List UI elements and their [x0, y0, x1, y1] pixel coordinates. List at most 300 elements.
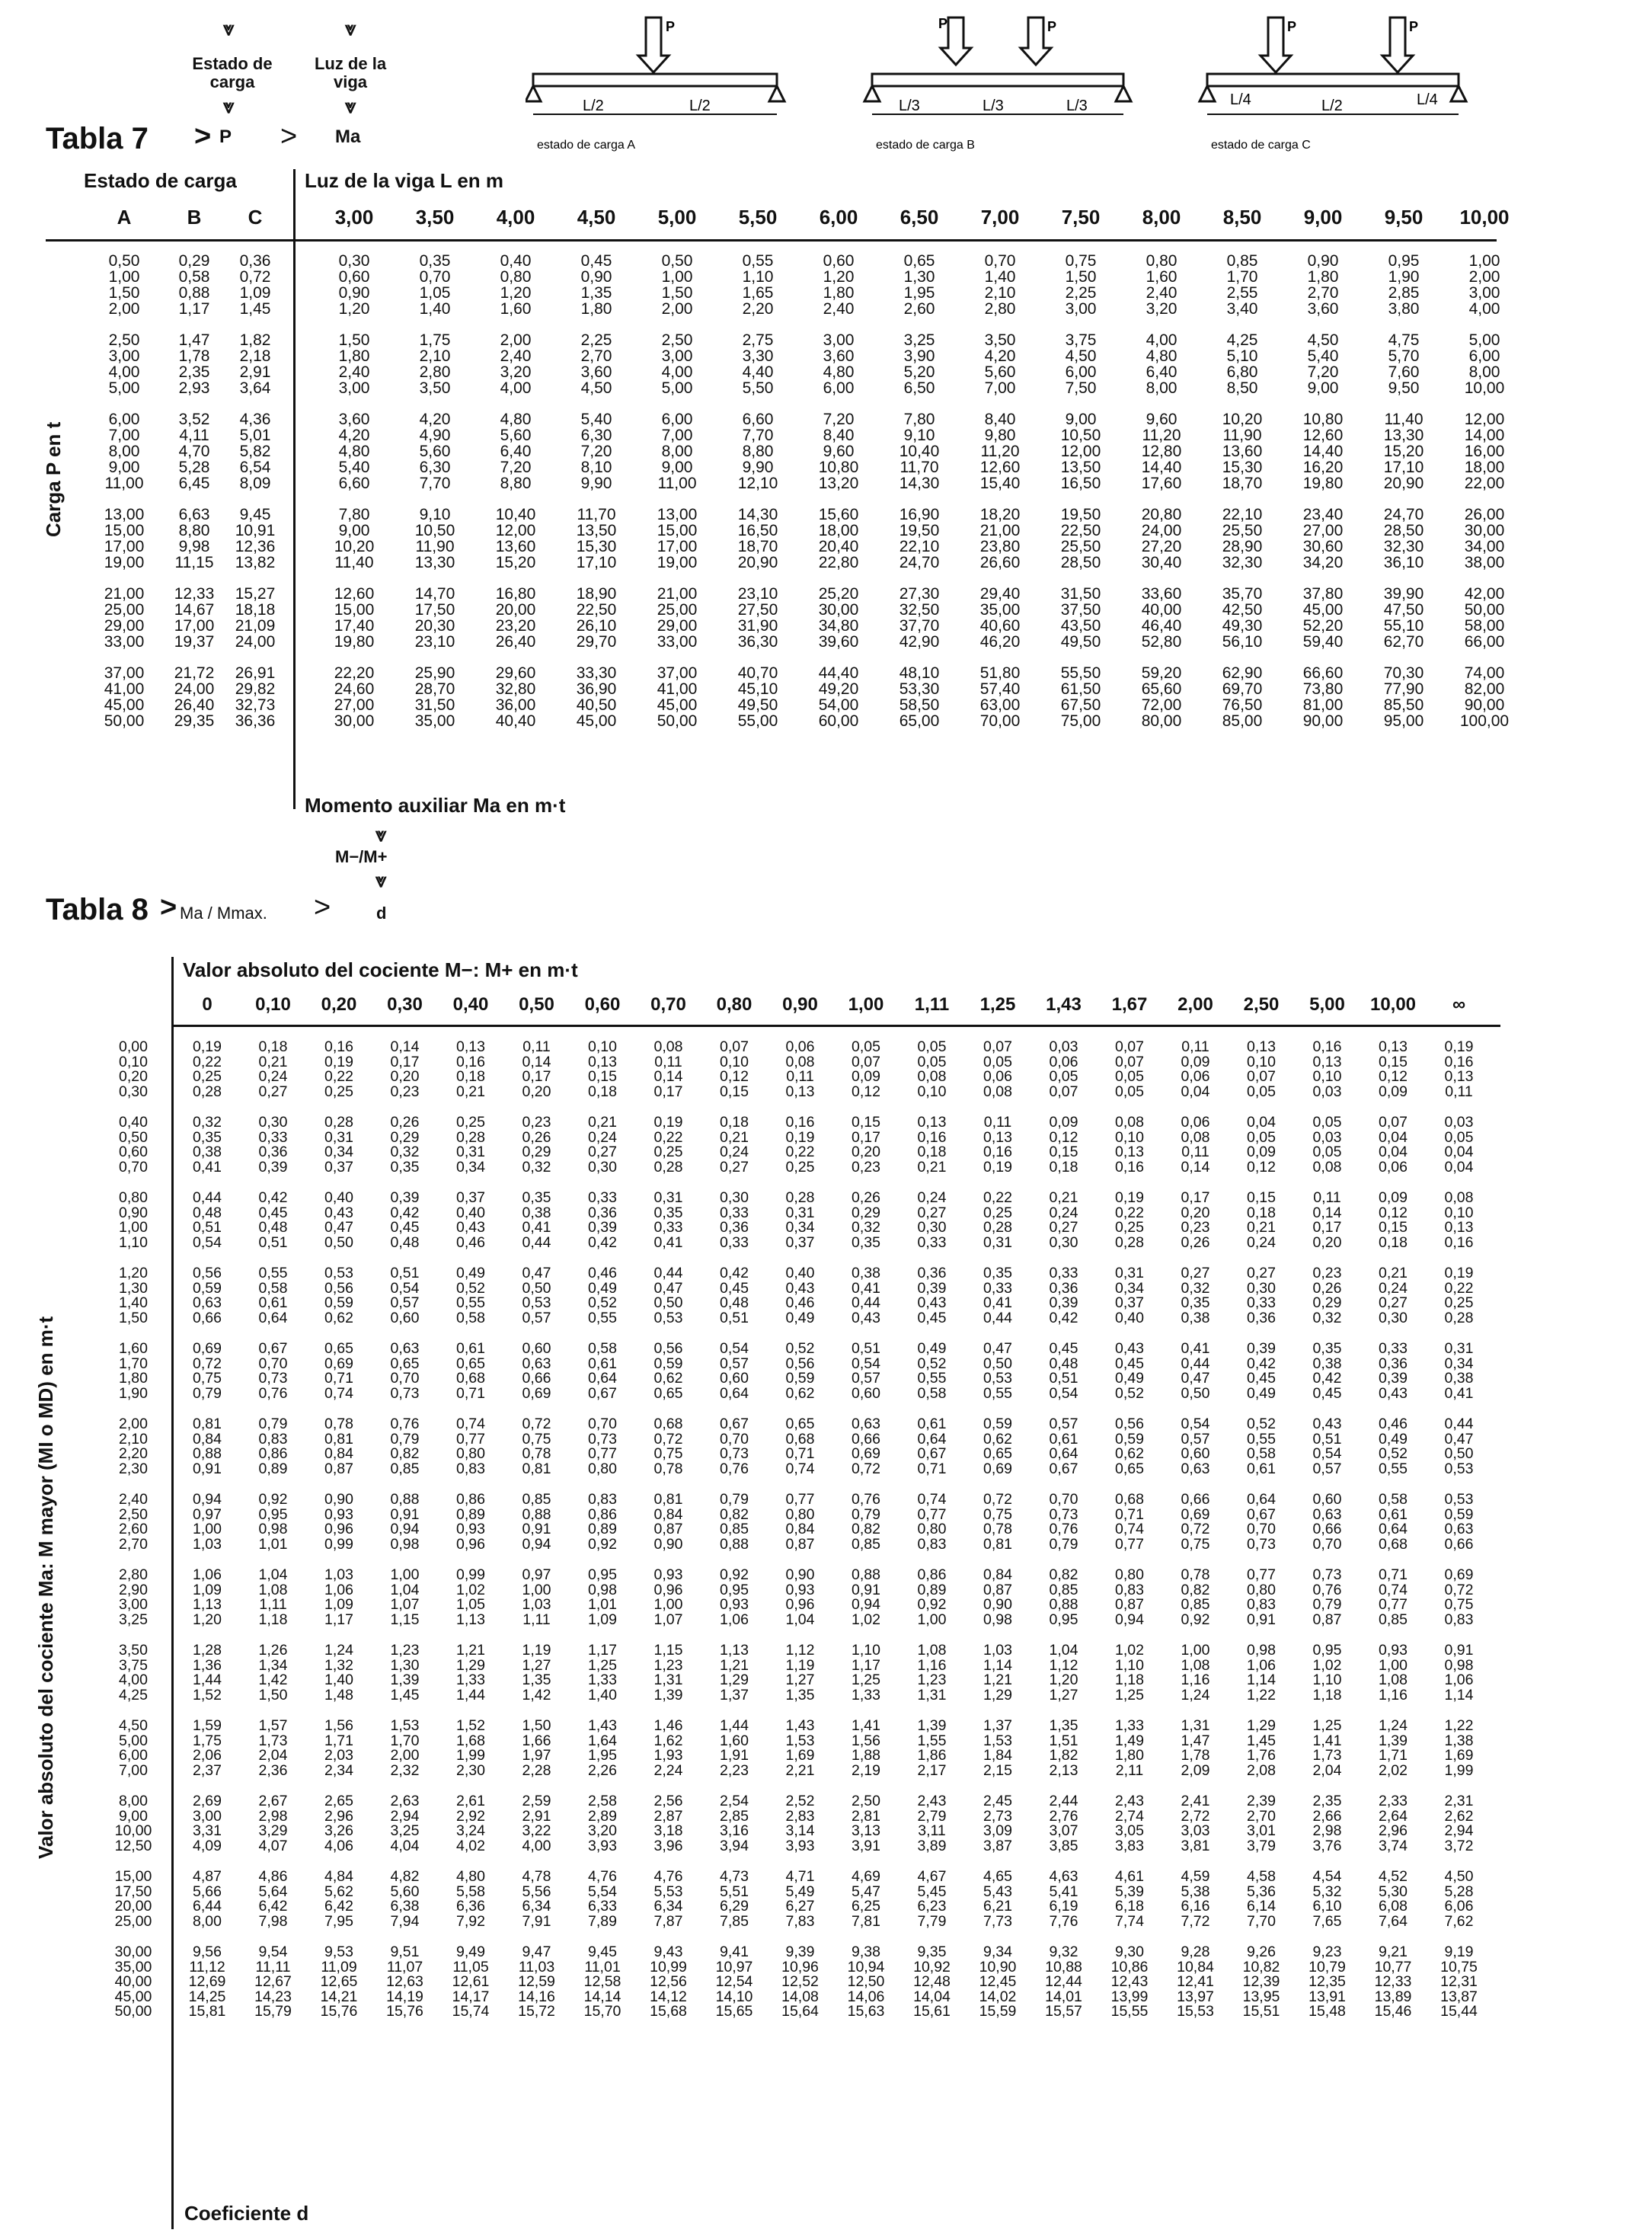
- table8-coefficient-cell: 0,19 0,16 0,13 0,11: [1444, 1038, 1474, 1100]
- table7-ma-cell: 9,00 10,50 12,00 13,50 16,50: [1060, 411, 1101, 492]
- table8-coefficient-cell: 0,98 1,06 1,14 1,22: [1247, 1642, 1276, 1704]
- table8-coefficient-cell: 2,54 2,85 3,16 3,94: [720, 1793, 749, 1854]
- table8-coefficient-cell: 1,46 1,62 1,93 2,24: [653, 1717, 683, 1779]
- table7-ma-cell: 0,75 1,50 2,25 3,00: [1065, 252, 1097, 318]
- table8-coefficient-cell: 0,51 0,54 0,57 0,60: [390, 1265, 420, 1326]
- table8-coefficient-cell: 0,11 0,14 0,17 0,20: [1312, 1189, 1342, 1251]
- table8-coefficient-cell: 0,97 1,00 1,03 1,11: [522, 1566, 551, 1628]
- table8-coefficient-cell: 9,35 10,92 12,48 14,04 15,61: [913, 1943, 951, 2020]
- table8-coefficient-cell: 4,69 5,47 6,25 7,81: [852, 1868, 880, 1930]
- table8-coefficient-cell: 0,39 0,42 0,45 0,49: [1247, 1340, 1276, 1402]
- down-arrow-icon: ⩔: [375, 823, 387, 846]
- table8-coefficient-cell: 0,26 0,29 0,32 0,35: [390, 1114, 420, 1176]
- table8-coefficient-cell: 0,60 0,63 0,66 0,69: [522, 1340, 551, 1402]
- table8-coefficient-cell: 0,61 0,64 0,67 0,71: [917, 1416, 947, 1477]
- table8-coefficient-cell: 9,28 10,84 12,41 13,97 15,53: [1177, 1943, 1214, 2020]
- table8-coefficient-cell: 0,68 0,71 0,74 0,77: [1115, 1491, 1144, 1553]
- table8-coefficient-cell: 0,65 0,68 0,71 0,74: [785, 1416, 815, 1477]
- table8-coefficient-cell: 0,19 0,22 0,25 0,28: [1444, 1265, 1474, 1326]
- table8-coefficient-cell: 2,33 2,64 2,96 3,74: [1379, 1793, 1408, 1854]
- table8-row-axis-label: Valor absoluto del cociente Ma: M mayor (MI o MD) en m·t: [34, 1316, 57, 1859]
- table7-ma-cell: 1,50 1,80 2,40 3,00: [338, 331, 370, 397]
- table8-coefficient-cell: 9,21 10,77 12,33 13,89 15,46: [1374, 1943, 1412, 2020]
- load-symbol: P: [219, 126, 232, 147]
- table8-coefficient-cell: 0,95 0,98 1,01 1,09: [588, 1566, 617, 1628]
- table8-coefficient-cell: 9,49 11,05 12,61 14,17 15,74: [452, 1943, 490, 2020]
- table8-coefficient-cell: 0,68 0,72 0,75 0,78: [653, 1416, 683, 1477]
- table8-coefficient-cell: 1,24 1,32 1,40 1,48: [324, 1642, 353, 1704]
- table8-coefficient-cell: 2,56 2,87 3,18 3,96: [653, 1793, 683, 1854]
- table8-coefficient-cell: 0,27 0,30 0,33 0,36: [1247, 1265, 1276, 1326]
- table8-col-header: 1,11: [914, 994, 950, 1015]
- table7-group-state-label: Estado de carga: [84, 169, 237, 192]
- table8-coefficient-cell: 0,56 0,59 0,62 0,65: [653, 1340, 683, 1402]
- table7-load-b-cell: 1,47 1,78 2,35 2,93: [178, 331, 210, 397]
- table7-ma-cell: 0,40 0,80 1,20 1,60: [500, 252, 532, 318]
- table8-coefficient-cell: 4,58 5,36 6,14 7,70: [1247, 1868, 1276, 1930]
- table8-coefficient-cell: 0,70 0,73 0,77 0,80: [588, 1416, 617, 1477]
- table8-coefficient-cell: 9,19 10,75 12,31 13,87 15,44: [1440, 1943, 1478, 2020]
- table8-coefficient-cell: 0,44 0,48 0,51 0,54: [193, 1189, 222, 1251]
- table8-coefficient-cell: 0,10 0,13 0,15 0,18: [588, 1038, 617, 1100]
- table8-coefficient-cell: 0,83 0,86 0,89 0,92: [588, 1491, 617, 1553]
- table7-ma-cell: 15,60 18,00 20,40 22,80: [818, 506, 859, 571]
- table8-coefficient-cell: 0,79 0,82 0,85 0,88: [720, 1491, 749, 1553]
- table8-coefficient-cell: 0,11 0,13 0,16 0,19: [983, 1114, 1012, 1176]
- table8-coefficient-cell: 0,42 0,45 0,48 0,51: [258, 1189, 288, 1251]
- table8-coefficient-cell: 2,35 2,66 2,98 3,76: [1312, 1793, 1342, 1854]
- table8-coefficient-cell: 0,16 0,19 0,22 0,25: [324, 1038, 353, 1100]
- table8-col-header: 10,00: [1369, 994, 1417, 1015]
- table7-ma-cell: 16,90 19,50 22,10 24,70: [899, 506, 940, 571]
- table8-coefficient-cell: 1,15 1,23 1,31 1,39: [653, 1642, 683, 1704]
- table8-coefficient-cell: 4,61 5,39 6,18 7,74: [1115, 1868, 1144, 1930]
- table8-coefficient-cell: 0,94 0,97 1,00 1,03: [193, 1491, 222, 1553]
- table8-coefficient-cell: 0,33 0,36 0,39 0,43: [1379, 1340, 1408, 1402]
- table8-coefficient-cell: 1,22 1,38 1,69 1,99: [1444, 1717, 1474, 1779]
- table8-coefficient-cell: 0,31 0,34 0,37 0,40: [1115, 1265, 1144, 1326]
- table8-coefficient-cell: 0,44 0,47 0,50 0,53: [1444, 1416, 1474, 1477]
- table8-coefficient-cell: 0,08 0,10 0,13 0,16: [1444, 1189, 1474, 1251]
- table8-coefficient-cell: 9,23 10,79 12,35 13,91 15,48: [1308, 1943, 1346, 2020]
- segment-label: L/4: [1230, 91, 1251, 108]
- table8-coefficient-cell: 2,52 2,83 3,14 3,93: [785, 1793, 815, 1854]
- table7-span-header: 8,50: [1222, 206, 1262, 229]
- table8-coefficient-cell: 0,56 0,59 0,62 0,65: [1115, 1416, 1144, 1477]
- table8-coefficient-cell: 0,49 0,52 0,55 0,58: [456, 1265, 485, 1326]
- table7-ma-cell: 33,30 36,90 40,50 45,00: [576, 664, 617, 730]
- table7-ma-cell: 21,00 25,00 29,00 33,00: [657, 585, 698, 651]
- table8-coefficient-cell: 1,25 1,41 1,73 2,04: [1312, 1717, 1342, 1779]
- table8-coefficient-cell: 0,41 0,44 0,47 0,50: [1181, 1340, 1210, 1402]
- table7-ma-cell: 4,50 5,40 7,20 9,00: [1307, 331, 1339, 397]
- table7-ma-cell: 2,25 2,70 3,60 4,50: [580, 331, 612, 397]
- table8-coefficient-cell: 9,30 10,86 12,43 13,99 15,55: [1110, 1943, 1149, 2020]
- table8-coefficient-cell: 1,13 1,21 1,29 1,37: [720, 1642, 749, 1704]
- table8-coefficient-cell: 0,78 0,82 0,85 0,92: [1181, 1566, 1210, 1628]
- load-label: P: [1409, 19, 1419, 34]
- table7-span-header: 7,00: [980, 206, 1020, 229]
- table7-ma-cell: 40,70 45,10 49,50 55,00: [737, 664, 778, 730]
- table7-ma-cell: 9,60 11,20 12,80 14,40 17,60: [1141, 411, 1182, 492]
- table7-ma-cell: 2,00 2,40 3,20 4,00: [500, 331, 532, 397]
- table8-coefficient-cell: 1,24 1,39 1,71 2,02: [1379, 1717, 1408, 1779]
- table8-row-header-cell: 2,80 2,90 3,00 3,25: [119, 1566, 148, 1628]
- down-arrow-icon: ⩔: [222, 17, 235, 40]
- table8-coefficient-cell: 9,54 11,11 12,67 14,23 15,79: [254, 1943, 292, 2020]
- table8-coefficient-cell: 0,05 0,05 0,08 0,10: [917, 1038, 947, 1100]
- table7-span-header: 3,00: [334, 206, 374, 229]
- table7-span-header: 6,50: [899, 206, 939, 229]
- table8-coefficient-cell: 0,21 0,24 0,27 0,30: [1049, 1189, 1078, 1251]
- table7-span-header: 8,00: [1142, 206, 1181, 229]
- table8-coefficient-cell: 2,45 2,73 3,09 3,87: [983, 1793, 1012, 1854]
- table8-coefficient-cell: 0,53 0,59 0,63 0,66: [1444, 1491, 1474, 1553]
- table8-coefficient-cell: 9,38 10,94 12,50 14,06 15,63: [847, 1943, 885, 2020]
- table7-ma-cell: 16,80 20,00 23,20 26,40: [495, 585, 536, 651]
- table8-coefficient-cell: 1,00 1,04 1,07 1,15: [390, 1566, 420, 1628]
- table7-ma-cell: 62,90 69,70 76,50 85,00: [1222, 664, 1263, 730]
- table7-ma-cell: 19,50 22,50 25,50 28,50: [1060, 506, 1101, 571]
- table8-coefficient-cell: 1,59 1,75 2,06 2,37: [193, 1717, 222, 1779]
- table8-coefficient-cell: 0,45 0,48 0,51 0,54: [1049, 1340, 1078, 1402]
- table8-coefficient-cell: 0,15 0,17 0,20 0,23: [852, 1114, 880, 1176]
- table8-coefficient-cell: 0,93 1,00 1,08 1,16: [1379, 1642, 1408, 1704]
- table8-coefficient-cell: 0,86 0,89 0,92 1,00: [917, 1566, 947, 1628]
- table7-ma-cell: 22,20 24,60 27,00 30,00: [334, 664, 375, 730]
- table8-coefficient-cell: 0,58 0,61 0,64 0,68: [1379, 1491, 1408, 1553]
- table7-ma-cell: 33,60 40,00 46,40 52,80: [1141, 585, 1182, 651]
- table8-coefficient-cell: 0,73 0,76 0,79 0,87: [1312, 1566, 1342, 1628]
- table8-coefficient-cell: 9,45 11,01 12,58 14,14 15,70: [583, 1943, 621, 2020]
- table8-coefficient-cell: 1,06 1,09 1,13 1,20: [193, 1566, 222, 1628]
- table7-ma-cell: 10,40 12,00 13,60 15,20: [495, 506, 536, 571]
- table8-coefficient-cell: 0,28 0,31 0,34 0,37: [324, 1114, 353, 1176]
- table8-coefficient-cell: 0,38 0,41 0,44 0,43: [852, 1265, 880, 1326]
- table8-coefficient-cell: 0,33 0,36 0,39 0,42: [588, 1189, 617, 1251]
- diagram-caption: estado de carga C: [1211, 139, 1311, 152]
- table8-top-label: Valor absoluto del cociente M−: M+ en m·t: [183, 958, 578, 981]
- table7-ma-cell: 74,00 82,00 90,00 100,00: [1459, 664, 1510, 730]
- table8-row-header-cell: 2,00 2,10 2,20 2,30: [119, 1416, 148, 1477]
- table7-ma-cell: 0,35 0,70 1,05 1,40: [419, 252, 451, 318]
- table7-ma-cell: 0,85 1,70 2,55 3,40: [1226, 252, 1258, 318]
- table8-coefficient-cell: 0,04 0,05 0,09 0,12: [1247, 1114, 1276, 1176]
- table8-coefficient-cell: 1,04 1,08 1,11 1,18: [258, 1566, 288, 1628]
- table8-coefficient-cell: 0,58 0,61 0,64 0,67: [588, 1340, 617, 1402]
- table8-coefficient-cell: 0,06 0,08 0,11 0,14: [1181, 1114, 1210, 1176]
- table7-ma-cell: 12,00 14,00 16,00 18,00 22,00: [1464, 411, 1505, 492]
- table8-coefficient-cell: 4,73 5,51 6,29 7,85: [720, 1868, 749, 1930]
- table8-coefficient-cell: 1,08 1,16 1,23 1,31: [917, 1642, 947, 1704]
- table8-coefficient-cell: 1,53 1,70 2,00 2,32: [390, 1717, 420, 1779]
- table8-coefficient-cell: 0,61 0,65 0,68 0,71: [456, 1340, 485, 1402]
- table7-ma-cell: 2,75 3,30 4,40 5,50: [742, 331, 774, 397]
- table8-coefficient-cell: 0,21 0,24 0,27 0,30: [1379, 1265, 1408, 1326]
- table7-ma-cell: 23,10 27,50 31,90 36,30: [737, 585, 778, 651]
- table8-row-header-cell: 8,00 9,00 10,00 12,50: [114, 1793, 152, 1854]
- table8-col-header: 1,43: [1046, 994, 1082, 1015]
- table7-ma-cell: 8,40 9,80 11,20 12,60 15,40: [979, 411, 1021, 492]
- tabla-7-title: Tabla 7: [46, 122, 149, 155]
- table8-coefficient-cell: 9,41 10,97 12,54 14,10 15,65: [715, 1943, 753, 2020]
- table7-span-header: 4,50: [577, 206, 616, 229]
- table8-coefficient-cell: 0,76 0,79 0,82 0,85: [852, 1491, 880, 1553]
- table8-coefficient-cell: 0,08 0,10 0,13 0,16: [1115, 1114, 1144, 1176]
- table8-col-header: 5,00: [1309, 994, 1345, 1015]
- table8-row-header-cell: 3,50 3,75 4,00 4,25: [119, 1642, 148, 1704]
- table8-coefficient-cell: 0,40 0,43 0,46 0,49: [785, 1265, 815, 1326]
- table8-coefficient-cell: 0,82 0,85 0,88 0,95: [1049, 1566, 1078, 1628]
- table8-coefficient-cell: 0,52 0,55 0,58 0,61: [1247, 1416, 1276, 1477]
- table8-coefficient-cell: 0,32 0,35 0,38 0,41: [193, 1114, 222, 1176]
- table8-coefficient-cell: 0,56 0,59 0,63 0,66: [193, 1265, 222, 1326]
- right-arrow-icon: >: [194, 120, 212, 152]
- table7-ma-cell: 14,70 17,50 20,30 23,10: [414, 585, 455, 651]
- table8-coefficient-cell: 0,99 1,02 1,05 1,13: [456, 1566, 485, 1628]
- table8-coefficient-cell: 1,33 1,49 1,80 2,11: [1115, 1717, 1144, 1779]
- down-arrow-icon: ⩔: [375, 869, 387, 891]
- tabla-8-title: Tabla 8: [46, 893, 149, 926]
- table8-coefficient-cell: 2,41 2,72 3,03 3,81: [1181, 1793, 1210, 1854]
- table7-ma-cell: 48,10 53,30 58,50 65,00: [899, 664, 940, 730]
- table8-coefficient-cell: 0,18 0,21 0,24 0,27: [258, 1038, 288, 1100]
- table8-coefficient-cell: 0,22 0,25 0,28 0,31: [983, 1189, 1012, 1251]
- table8-coefficient-cell: 0,60 0,63 0,66 0,70: [1312, 1491, 1342, 1553]
- table8-coefficient-cell: 0,37 0,40 0,43 0,46: [456, 1189, 485, 1251]
- table7-span-header: 9,00: [1303, 206, 1343, 229]
- table8-row-header-cell: 4,50 5,00 6,00 7,00: [119, 1717, 148, 1779]
- table8-coefficient-cell: 0,52 0,56 0,59 0,62: [785, 1340, 815, 1402]
- table8-coefficient-cell: 1,02 1,10 1,18 1,25: [1115, 1642, 1144, 1704]
- table7-ma-cell: 18,90 22,50 26,10 29,70: [576, 585, 617, 651]
- diagram-caption: estado de carga B: [876, 139, 975, 152]
- table8-coefficient-cell: 1,37 1,53 1,84 2,15: [983, 1717, 1012, 1779]
- table8-coefficient-cell: 0,31 0,35 0,33 0,41: [653, 1189, 683, 1251]
- table8-coefficient-cell: 2,69 3,00 3,31 4,09: [193, 1793, 222, 1854]
- table8-coefficient-cell: 2,59 2,91 3,22 4,00: [522, 1793, 551, 1854]
- table8-coefficient-cell: 0,43 0,45 0,49 0,52: [1115, 1340, 1144, 1402]
- table7-ma-cell: 9,10 10,50 11,90 13,30: [414, 506, 455, 571]
- table8-coefficient-cell: 0,07 0,04 0,04 0,06: [1379, 1114, 1408, 1176]
- table8-coefficient-cell: 1,26 1,34 1,42 1,50: [258, 1642, 288, 1704]
- table7-ma-cell: 3,50 4,20 5,60 7,00: [984, 331, 1016, 397]
- ma-mmax-symbol: Ma / Mmax.: [180, 904, 267, 923]
- table8-coefficient-cell: 1,56 1,71 2,03 2,34: [324, 1717, 353, 1779]
- table7-ma-cell: 37,00 41,00 45,00 50,00: [657, 664, 698, 730]
- table8-coefficient-cell: 0,51 0,54 0,57 0,60: [852, 1340, 880, 1402]
- table8-coefficient-cell: 0,84 0,87 0,90 0,98: [983, 1566, 1012, 1628]
- table8-coefficient-cell: 9,34 10,90 12,45 14,02 15,59: [979, 1943, 1017, 2020]
- table8-row-header-cell: 0,00 0,10 0,20 0,30: [119, 1038, 148, 1100]
- table8-coefficient-cell: 0,65 0,69 0,71 0,74: [324, 1340, 353, 1402]
- table8-coefficient-cell: 1,39 1,55 1,86 2,17: [917, 1717, 947, 1779]
- table7-ma-cell: 0,45 0,90 1,35 1,80: [580, 252, 612, 318]
- table8-coefficient-cell: 4,65 5,43 6,21 7,73: [983, 1868, 1012, 1930]
- down-arrow-icon: ⩔: [344, 17, 356, 40]
- table8-coefficient-cell: 0,72 0,75 0,78 0,81: [983, 1491, 1012, 1553]
- table7-ma-cell: 0,55 1,10 1,65 2,20: [742, 252, 774, 318]
- table8-coefficient-cell: 0,53 0,56 0,59 0,62: [324, 1265, 353, 1326]
- table7-ma-cell: 5,40 6,30 7,20 8,10 9,90: [580, 411, 612, 492]
- table8-col-header: 0: [202, 994, 212, 1015]
- table8-coefficient-cell: 1,28 1,36 1,44 1,52: [193, 1642, 222, 1704]
- table7-ma-cell: 70,30 77,90 85,50 95,00: [1383, 664, 1424, 730]
- table8-coefficient-cell: 0,35 0,33 0,41 0,44: [983, 1265, 1012, 1326]
- table8-coefficient-cell: 1,00 1,08 1,16 1,24: [1181, 1642, 1210, 1704]
- luz-de-la-viga-label: Luz de la viga: [314, 54, 387, 91]
- table7-ma-cell: 6,00 7,00 8,00 9,00 11,00: [657, 411, 697, 492]
- table8-coefficient-cell: 0,19 0,22 0,25 0,28: [653, 1114, 683, 1176]
- table7-ma-cell: 11,70 13,50 15,30 17,10: [576, 506, 617, 571]
- table7-load-a-cell: 13,00 15,00 17,00 19,00: [104, 506, 145, 571]
- table7-load-b-cell: 3,52 4,11 4,70 5,28 6,45: [178, 411, 210, 492]
- table7-span-header: 3,50: [415, 206, 455, 229]
- table8-coefficient-cell: 0,92 0,95 0,98 1,01: [258, 1491, 288, 1553]
- table7-load-a-cell: 37,00 41,00 45,00 50,00: [104, 664, 145, 730]
- table8-coefficient-cell: 0,71 0,74 0,77 0,85: [1379, 1566, 1408, 1628]
- table7-span-header: 10,00: [1459, 206, 1510, 229]
- table8-coefficient-cell: 0,63 0,65 0,70 0,73: [390, 1340, 420, 1402]
- table8-coefficient-cell: 1,50 1,66 1,97 2,28: [522, 1717, 551, 1779]
- table7-span-header: 6,00: [819, 206, 858, 229]
- table8-coefficient-cell: 0,54 0,57 0,60 0,64: [720, 1340, 749, 1402]
- table8-coefficient-cell: 0,16 0,13 0,10 0,03: [1312, 1038, 1342, 1100]
- table8-coefficient-cell: 1,21 1,29 1,33 1,44: [456, 1642, 485, 1704]
- table7-load-a-cell: 21,00 25,00 29,00 33,00: [104, 585, 145, 651]
- table8-coefficient-cell: 0,42 0,45 0,48 0,51: [720, 1265, 749, 1326]
- table8-coefficient-cell: 0,09 0,12 0,15 0,18: [1379, 1189, 1408, 1251]
- table8-row-header-cell: 2,40 2,50 2,60 2,70: [119, 1491, 148, 1553]
- table8-coefficient-cell: 0,77 0,80 0,84 0,87: [785, 1491, 815, 1553]
- table8-coefficient-cell: 2,39 2,70 3,01 3,79: [1247, 1793, 1276, 1854]
- table8-coefficient-cell: 2,61 2,92 3,24 4,02: [456, 1793, 485, 1854]
- table8-coefficient-cell: 4,82 5,60 6,38 7,94: [390, 1868, 420, 1930]
- table7-load-a-cell: 0,50 1,00 1,50 2,00: [108, 252, 140, 318]
- table7-ma-cell: 14,30 16,50 18,70 20,90: [737, 506, 778, 571]
- table8-col-header: ∞: [1452, 994, 1466, 1015]
- table7-span-header: 5,00: [657, 206, 697, 229]
- segment-label: L/3: [983, 98, 1004, 114]
- table8-coefficient-cell: 1,03 1,14 1,21 1,29: [983, 1642, 1012, 1704]
- table7-ma-cell: 59,20 65,60 72,00 80,00: [1141, 664, 1182, 730]
- table8-coefficient-cell: 4,78 5,56 6,34 7,91: [522, 1868, 551, 1930]
- table8-coefficient-cell: 0,72 0,75 0,78 0,81: [522, 1416, 551, 1477]
- table8-col-header: 0,70: [650, 994, 686, 1015]
- table7-ma-cell: 51,80 57,40 63,00 70,00: [979, 664, 1021, 730]
- table7-ma-cell: 29,60 32,80 36,00 40,40: [495, 664, 536, 730]
- table8-coefficient-cell: 2,65 2,96 3,26 4,06: [324, 1793, 353, 1854]
- table8-coefficient-cell: 0,03 0,06 0,05 0,07: [1049, 1038, 1078, 1100]
- table7-load-a-cell: 2,50 3,00 4,00 5,00: [108, 331, 140, 397]
- table7-ma-cell: 27,30 32,50 37,70 42,90: [899, 585, 940, 651]
- load-label: P: [1047, 19, 1057, 34]
- table8-coefficient-cell: 1,43 1,53 1,69 2,21: [785, 1717, 815, 1779]
- table8-coefficient-cell: 9,53 11,09 12,65 14,21 15,76: [320, 1943, 358, 2020]
- table7-ma-cell: 4,00 4,80 6,40 8,00: [1146, 331, 1177, 397]
- table7-ma-cell: 3,25 3,90 5,20 6,50: [903, 331, 935, 397]
- segment-label: L/2: [583, 98, 604, 114]
- table8-coefficient-cell: 0,85 0,88 0,91 0,94: [522, 1491, 551, 1553]
- table8-coefficient-cell: 0,74 0,77 0,80 0,83: [917, 1491, 947, 1553]
- table8-coefficient-cell: 1,19 1,27 1,35 1,42: [522, 1642, 551, 1704]
- table7-ma-cell: 0,50 1,00 1,50 2,00: [661, 252, 693, 318]
- table7-ma-cell: 3,00 3,60 4,80 6,00: [823, 331, 855, 397]
- table8-coefficient-cell: 0,31 0,34 0,38 0,41: [1444, 1340, 1474, 1402]
- table8-coefficient-cell: 0,79 0,83 0,86 0,89: [258, 1416, 288, 1477]
- table8-coefficient-cell: 0,91 0,98 1,06 1,14: [1444, 1642, 1474, 1704]
- table7-ma-cell: 5,00 6,00 8,00 10,00: [1464, 331, 1505, 397]
- table8-coefficient-cell: 4,84 5,62 6,42 7,95: [324, 1868, 353, 1930]
- segment-label: L/3: [1066, 98, 1088, 114]
- table7-ma-cell: 31,50 37,50 43,50 49,50: [1060, 585, 1101, 651]
- table8-coefficient-cell: 2,63 2,94 3,25 4,04: [390, 1793, 420, 1854]
- table7-ma-cell: 7,20 8,40 9,60 10,80 13,20: [818, 411, 859, 492]
- table8-row-header-cell: 1,60 1,70 1,80 1,90: [119, 1340, 148, 1402]
- table7-col-a: A: [117, 206, 132, 229]
- table7-span-header: 9,50: [1384, 206, 1424, 229]
- d-symbol: d: [376, 904, 387, 923]
- table8-coefficient-cell: 1,43 1,64 1,95 2,26: [588, 1717, 617, 1779]
- mm-ratio-symbol: M−/M+: [335, 847, 388, 866]
- table7-load-b-cell: 12,33 14,67 17,00 19,37: [174, 585, 215, 651]
- table8-col-header: 1,00: [848, 994, 884, 1015]
- table8-row-header-cell: 30,00 35,00 40,00 45,00 50,00: [114, 1943, 152, 2020]
- table8-coefficient-cell: 9,43 10,99 12,56 14,12 15,68: [650, 1943, 687, 2020]
- table8-coefficient-cell: 2,50 2,81 3,13 3,91: [852, 1793, 880, 1854]
- table8-coefficient-cell: 4,54 5,32 6,10 7,65: [1312, 1868, 1342, 1930]
- table8-row-header-cell: 1,20 1,30 1,40 1,50: [119, 1265, 148, 1326]
- table8-coefficient-cell: 0,46 0,49 0,52 0,55: [588, 1265, 617, 1326]
- table8-coefficient-cell: 0,59 0,62 0,65 0,69: [983, 1416, 1012, 1477]
- table8-coefficient-cell: 0,49 0,52 0,55 0,58: [917, 1340, 947, 1402]
- table8-coefficient-cell: 0,64 0,67 0,70 0,73: [1247, 1491, 1276, 1553]
- table8-coefficient-cell: 0,27 0,32 0,35 0,38: [1181, 1265, 1210, 1326]
- table7-ma-cell: 26,00 30,00 34,00 38,00: [1464, 506, 1505, 571]
- segment-label: L/2: [689, 98, 711, 114]
- table8-coefficient-cell: 1,57 1,73 2,04 2,36: [258, 1717, 288, 1779]
- table8-coefficient-cell: 9,39 10,96 12,52 14,08 15,64: [781, 1943, 819, 2020]
- table8-coefficient-cell: 0,40 0,43 0,47 0,50: [324, 1189, 353, 1251]
- table8-coefficient-cell: 0,07 0,10 0,12 0,15: [720, 1038, 749, 1100]
- table8-coefficient-cell: 0,21 0,24 0,27 0,30: [588, 1114, 617, 1176]
- table8-coefficient-cell: 0,54 0,57 0,60 0,63: [1181, 1416, 1210, 1477]
- table8-coefficient-cell: 2,67 2,98 3,29 4,07: [258, 1793, 288, 1854]
- table7-ma-cell: 13,00 15,00 17,00 19,00: [657, 506, 698, 571]
- table8-coefficient-cell: 4,50 5,28 6,06 7,62: [1444, 1868, 1474, 1930]
- table8-coefficient-cell: 1,44 1,60 1,91 2,23: [720, 1717, 749, 1779]
- table7-ma-cell: 39,90 47,50 55,10 62,70: [1383, 585, 1424, 651]
- table8-coefficient-cell: 0,35 0,38 0,42 0,45: [1312, 1340, 1342, 1402]
- table7-ma-cell: 11,40 13,30 15,20 17,10 20,90: [1383, 411, 1424, 492]
- table8-coefficient-cell: 0,57 0,61 0,64 0,67: [1049, 1416, 1078, 1477]
- table7-ma-cell: 0,65 1,30 1,95 2,60: [903, 252, 935, 318]
- ma-symbol: Ma: [335, 126, 361, 147]
- table8-coefficient-cell: 0,36 0,39 0,43 0,45: [917, 1265, 947, 1326]
- table8-col-header: 0,50: [519, 994, 554, 1015]
- table8-coefficient-cell: 4,86 5,64 6,42 7,98: [258, 1868, 288, 1930]
- table8-coefficient-cell: 9,51 11,07 12,63 14,19 15,76: [386, 1943, 423, 2020]
- table7-load-c-cell: 0,36 0,72 1,09 1,45: [239, 252, 271, 318]
- table8-coefficient-cell: 4,67 5,45 6,23 7,79: [917, 1868, 947, 1930]
- table8-coefficient-cell: 0,08 0,11 0,14 0,17: [653, 1038, 683, 1100]
- table7-ma-cell: 25,20 30,00 34,80 39,60: [818, 585, 859, 651]
- table7-ma-cell: 7,80 9,10 10,40 11,70 14,30: [899, 411, 940, 492]
- table8-coefficient-cell: 0,90 0,93 0,96 0,99: [324, 1491, 353, 1553]
- table8-coefficient-cell: 0,55 0,58 0,61 0,64: [258, 1265, 288, 1326]
- table7-ma-cell: 10,20 11,90 13,60 15,30 18,70: [1222, 411, 1263, 492]
- table8-coefficient-cell: 9,56 11,12 12,69 14,25 15,81: [188, 1943, 226, 2020]
